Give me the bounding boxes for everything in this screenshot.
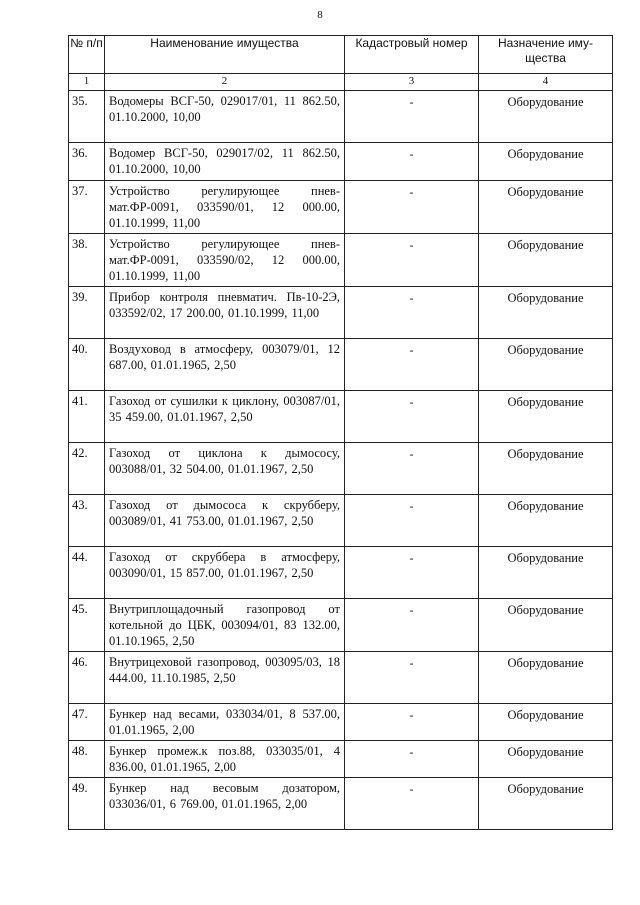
property-purpose: Оборудование	[479, 181, 613, 234]
column-index: 1	[69, 74, 105, 91]
cadastral-number: -	[345, 778, 479, 830]
cadastral-number: -	[345, 443, 479, 495]
column-index: 4	[479, 74, 613, 91]
property-purpose: Оборудование	[479, 287, 613, 339]
cadastral-number: -	[345, 547, 479, 599]
row-number: 49.	[69, 778, 105, 830]
row-number: 41.	[69, 391, 105, 443]
cadastral-number: -	[345, 143, 479, 181]
cadastral-number: -	[345, 495, 479, 547]
property-name: Водомеры ВСГ-50, 029017/01, 11 862.50, 01.10.2000, 10,00	[105, 91, 345, 143]
row-number: 42.	[69, 443, 105, 495]
cadastral-number: -	[345, 234, 479, 287]
table-row	[69, 547, 613, 599]
table-row	[69, 234, 613, 287]
cadastral-number: -	[345, 741, 479, 778]
table-row	[69, 443, 613, 495]
row-number: 38.	[69, 234, 105, 287]
property-name: Бункер над весовым дозатором, 033036/01, 6 769.00, 01.01.1965, 2,00	[105, 778, 345, 830]
row-number: 44.	[69, 547, 105, 599]
property-purpose: Оборудование	[479, 778, 613, 830]
table-row	[69, 599, 613, 652]
header-cadastral-number: Кадастровый номер	[345, 36, 479, 74]
table-row	[69, 704, 613, 741]
property-purpose: Оборудование	[479, 741, 613, 778]
header-number: № п/п	[69, 36, 105, 74]
row-number: 47.	[69, 704, 105, 741]
row-number: 36.	[69, 143, 105, 181]
column-index-row	[69, 74, 613, 91]
property-purpose: Оборудование	[479, 143, 613, 181]
row-number: 48.	[69, 741, 105, 778]
property-purpose: Оборудование	[479, 234, 613, 287]
row-number: 37.	[69, 181, 105, 234]
table-row	[69, 339, 613, 391]
cadastral-number: -	[345, 339, 479, 391]
row-number: 46.	[69, 652, 105, 704]
column-index: 3	[345, 74, 479, 91]
property-name: Газоход от скруббера в атмосферу, 003090/01, 15 857.00, 01.01.1967, 2,50	[105, 547, 345, 599]
header-purpose: Назначение иму- щества	[479, 36, 613, 74]
table-row	[69, 652, 613, 704]
property-purpose: Оборудование	[479, 547, 613, 599]
cadastral-number: -	[345, 391, 479, 443]
row-number: 45.	[69, 599, 105, 652]
property-purpose: Оборудование	[479, 339, 613, 391]
row-number: 43.	[69, 495, 105, 547]
property-name: Устройство регулирующее пнев-мат.ФР-0091, 033590/02, 12 000.00, 01.10.1999, 11,00	[105, 234, 345, 287]
row-number: 39.	[69, 287, 105, 339]
property-name: Воздуховод в атмосферу, 003079/01, 12 687.00, 01.01.1965, 2,50	[105, 339, 345, 391]
table-row	[69, 741, 613, 778]
table-row	[69, 495, 613, 547]
table-row	[69, 143, 613, 181]
property-purpose: Оборудование	[479, 599, 613, 652]
property-name: Внутрицеховой газопровод, 003095/03, 18 444.00, 11.10.1985, 2,50	[105, 652, 345, 704]
property-name: Бункер над весами, 033034/01, 8 537.00, 01.01.1965, 2,00	[105, 704, 345, 741]
cadastral-number: -	[345, 181, 479, 234]
table-row	[69, 391, 613, 443]
table-row	[69, 91, 613, 143]
property-name: Газоход от сушилки к циклону, 003087/01, 35 459.00, 01.01.1967, 2,50	[105, 391, 345, 443]
property-purpose: Оборудование	[479, 443, 613, 495]
cadastral-number: -	[345, 287, 479, 339]
property-purpose: Оборудование	[479, 704, 613, 741]
column-index: 2	[105, 74, 345, 91]
cadastral-number: -	[345, 652, 479, 704]
table-row	[69, 778, 613, 830]
page-number: 8	[317, 9, 323, 21]
property-purpose: Оборудование	[479, 652, 613, 704]
property-name: Устройство регулирующее пнев-мат.ФР-0091, 033590/01, 12 000.00, 01.10.1999, 11,00	[105, 181, 345, 234]
cadastral-number: -	[345, 91, 479, 143]
property-purpose: Оборудование	[479, 391, 613, 443]
cadastral-number: -	[345, 599, 479, 652]
cadastral-number: -	[345, 704, 479, 741]
property-name: Внутриплощадочный газопровод от котельной до ЦБК, 003094/01, 83 132.00, 01.10.1965, 2,50	[105, 599, 345, 652]
header-property-name: Наименование имущества	[105, 36, 345, 74]
table-header-row	[69, 36, 613, 74]
property-name: Прибор контроля пневматич. Пв-10-2Э, 033592/02, 17 200.00, 01.10.1999, 11,00	[105, 287, 345, 339]
property-name: Бункер промеж.к поз.88, 033035/01, 4 836.00, 01.01.1965, 2,00	[105, 741, 345, 778]
property-name: Газоход от циклона к дымососу, 003088/01, 32 504.00, 01.01.1967, 2,50	[105, 443, 345, 495]
property-purpose: Оборудование	[479, 91, 613, 143]
table-row	[69, 287, 613, 339]
property-name: Водомер ВСГ-50, 029017/02, 11 862.50, 01.10.2000, 10,00	[105, 143, 345, 181]
table-row	[69, 181, 613, 234]
property-table	[68, 35, 613, 830]
property-name: Газоход от дымососа к скрубберу, 003089/01, 41 753.00, 01.01.1967, 2,50	[105, 495, 345, 547]
row-number: 35.	[69, 91, 105, 143]
row-number: 40.	[69, 339, 105, 391]
property-purpose: Оборудование	[479, 495, 613, 547]
